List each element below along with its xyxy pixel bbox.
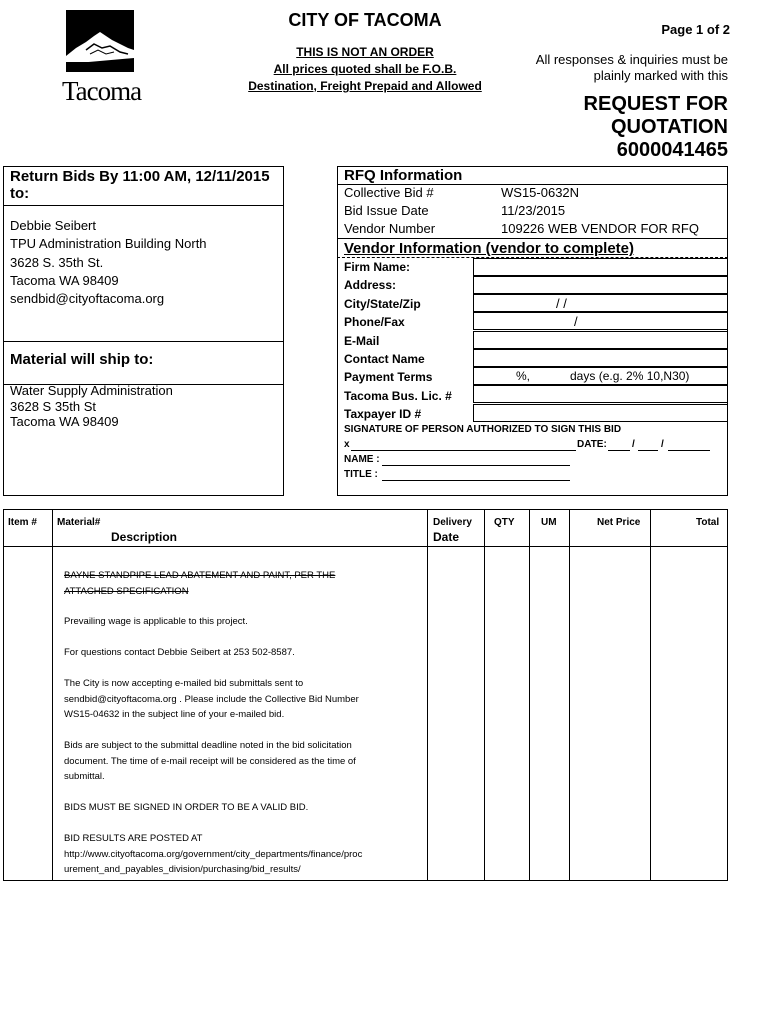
business-license-input[interactable] [473, 385, 728, 403]
title-line[interactable] [382, 480, 570, 481]
not-order-notice: THIS IS NOT AN ORDER All prices quoted shall be F.O.B. Destination, Freight Prepaid and Allowed [248, 45, 482, 93]
ship-to-heading: Material will ship to: [10, 351, 154, 368]
ship-to-address: Water Supply Administration 3628 S 35th St Tacoma WA 98409 [10, 383, 173, 429]
bid-results-note: BID RESULTS ARE POSTED AT http://www.cityoftacoma.org/government/city_departments/finance/proc urement_and_payables_division/purchasing/bid_results/ [64, 831, 404, 878]
contact-note: For questions contact Debbie Seibert at 253 502-8587. [64, 647, 295, 658]
signature-date-label: DATE: [577, 439, 607, 450]
address-input[interactable] [473, 276, 728, 294]
signed-bid-note: BIDS MUST BE SIGNED IN ORDER TO BE A VALID BID. [64, 802, 309, 813]
col-material: Material# [57, 517, 101, 528]
return-email: sendbid@cityoftacoma.org [10, 291, 165, 307]
rfq-info-labels: Collective Bid # Bid Issue Date Vendor Number [344, 185, 436, 236]
city-title: CITY OF TACOMA [288, 10, 442, 30]
col-total: Total [696, 517, 720, 528]
name-line[interactable] [382, 465, 570, 466]
col-description: Description [111, 530, 178, 544]
title-label: TITLE : [344, 469, 378, 480]
col-delivery: Delivery [433, 517, 472, 528]
deadline-note: Bids are subject to the submittal deadline noted in the bid solicitation document. The time of e-mail receipt will be considered as the time of submittal. [64, 740, 356, 782]
col-qty: QTY [494, 517, 515, 528]
contact-name-input[interactable] [473, 349, 728, 367]
collective-bid-number: WS15-0632N [501, 185, 580, 200]
name-label: NAME : [344, 454, 380, 465]
vendor-info-heading: Vendor Information (vendor to complete) [344, 240, 635, 257]
payment-terms-input[interactable]: %, days (e.g. 2% 10,N30) [473, 367, 728, 385]
rfq-info-heading: RFQ Information [344, 167, 463, 184]
signature-x: x [344, 439, 350, 450]
rfq-number: 6000041465 [616, 139, 728, 161]
signature-heading: SIGNATURE OF PERSON AUTHORIZED TO SIGN THIS BID [344, 424, 622, 435]
responses-note: All responses & inquiries must be plainly marked with this [535, 52, 728, 83]
firm-name-input[interactable] [473, 258, 728, 276]
logo-wordmark: Tacoma [62, 76, 142, 106]
email-input[interactable] [473, 331, 728, 349]
return-bids-heading: Return Bids By 11:00 AM, 12/11/2015 to: [10, 168, 270, 202]
col-date: Date [433, 530, 460, 544]
item-title: BAYNE STANDPIPE LEAD ABATEMENT AND PAINT, PER THE ATTACHED SPECIFICATION [64, 570, 336, 597]
city-logo [66, 10, 134, 72]
vendor-number: 109226 WEB VENDOR FOR RFQ [501, 221, 699, 236]
return-address: Debbie Seibert TPU Administration Building North 3628 S. 35th St. Tacoma WA 98409 sendbid@cityoftacoma.org [10, 217, 207, 308]
rfq-info-values [501, 184, 699, 238]
bid-results-link[interactable]: http://www.cityoftacoma.org/government/city_departments/finance/proc [64, 848, 363, 860]
vendor-field-labels: Firm Name: Address: City/State/Zip Phone/Fax E-Mail Contact Name Payment Terms Tacoma Bus. Lic. # Taxpayer ID # [344, 260, 452, 422]
col-net-price: Net Price [597, 517, 641, 528]
mountain-icon [66, 10, 134, 72]
return-bids-box [3, 166, 284, 496]
col-um: UM [541, 517, 557, 528]
phone-fax-input[interactable]: / [473, 312, 728, 330]
prevailing-wage-note: Prevailing wage is applicable to this project. [64, 616, 248, 627]
taxpayer-id-input[interactable] [473, 404, 728, 422]
email-bid-note: The City is now accepting e-mailed bid submittals sent to sendbid@cityoftacoma.org . Please include the Collective Bid Number WS15-04632 in the subject line of your e-mailed bid. [64, 678, 359, 720]
bid-issue-date: 11/23/2015 [501, 203, 566, 218]
col-item: Item # [8, 517, 37, 528]
signature-line[interactable] [351, 450, 576, 451]
city-state-zip-input[interactable]: / / [473, 294, 728, 312]
page-indicator: Page 1 of 2 [661, 22, 730, 37]
document-title: REQUEST FOR QUOTATION 6000041465 [540, 93, 728, 162]
